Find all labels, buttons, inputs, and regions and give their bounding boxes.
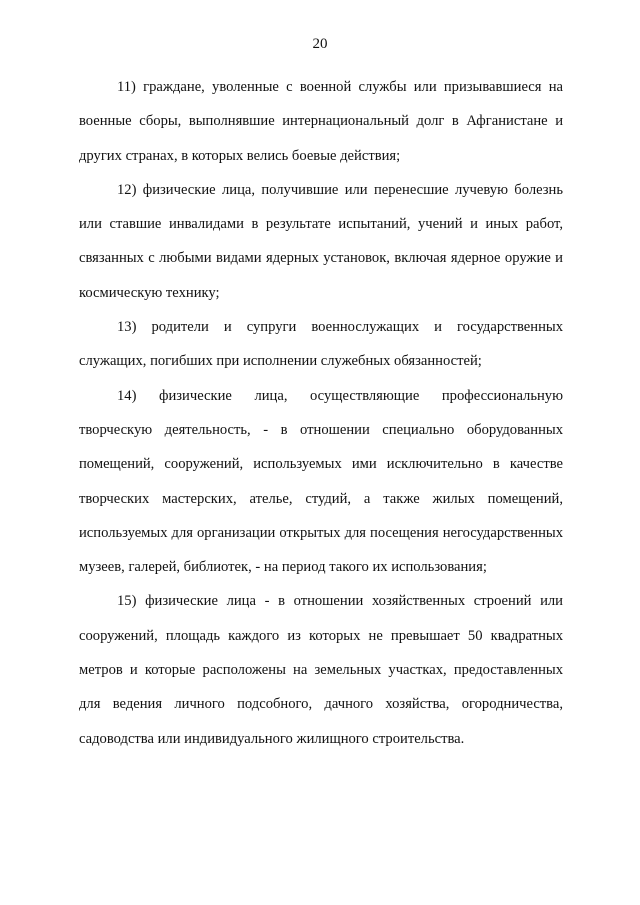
list-item-15: 15) физические лица - в отношении хозяйственных строений или сооружений, площадь каждого из которых не превышает 50 квадратных метров и которые расположены на земельных участках, предоставленных для ведения личного подсобного, дачного хозяйства, огородничества, садоводства или индивидуального жилищного строительства.	[79, 593, 563, 747]
list-item-11: 11) граждане, уволенные с военной службы или призывавшиеся на военные сборы, выполнявшие интернациональный долг в Афганистане и других странах, в которых велись боевые действия;	[79, 79, 563, 164]
page-number: 20	[312, 36, 328, 52]
list-item-13: 13) родители и супруги военнослужащих и государственных служащих, погибших при исполнении служебных обязанностей;	[79, 319, 563, 370]
list-item-14: 14) физические лица, осуществляющие профессиональную творческую деятельность, - в отношении специально оборудованных помещений, сооружений, используемых ими исключительно в качестве творческих мастерских, ателье, студий, а также жилых помещений, используемых для организации открытых для посещения негосударственных музеев, галерей, библиотек, - на период такого их использования;	[79, 387, 563, 576]
document-body	[79, 70, 563, 756]
list-item-12: 12) физические лица, получившие или перенесшие лучевую болезнь или ставшие инвалидами в результате испытаний, учений и иных работ, связанных с любыми видами ядерных установок, включая ядерное оружие и космическую технику;	[79, 181, 563, 301]
